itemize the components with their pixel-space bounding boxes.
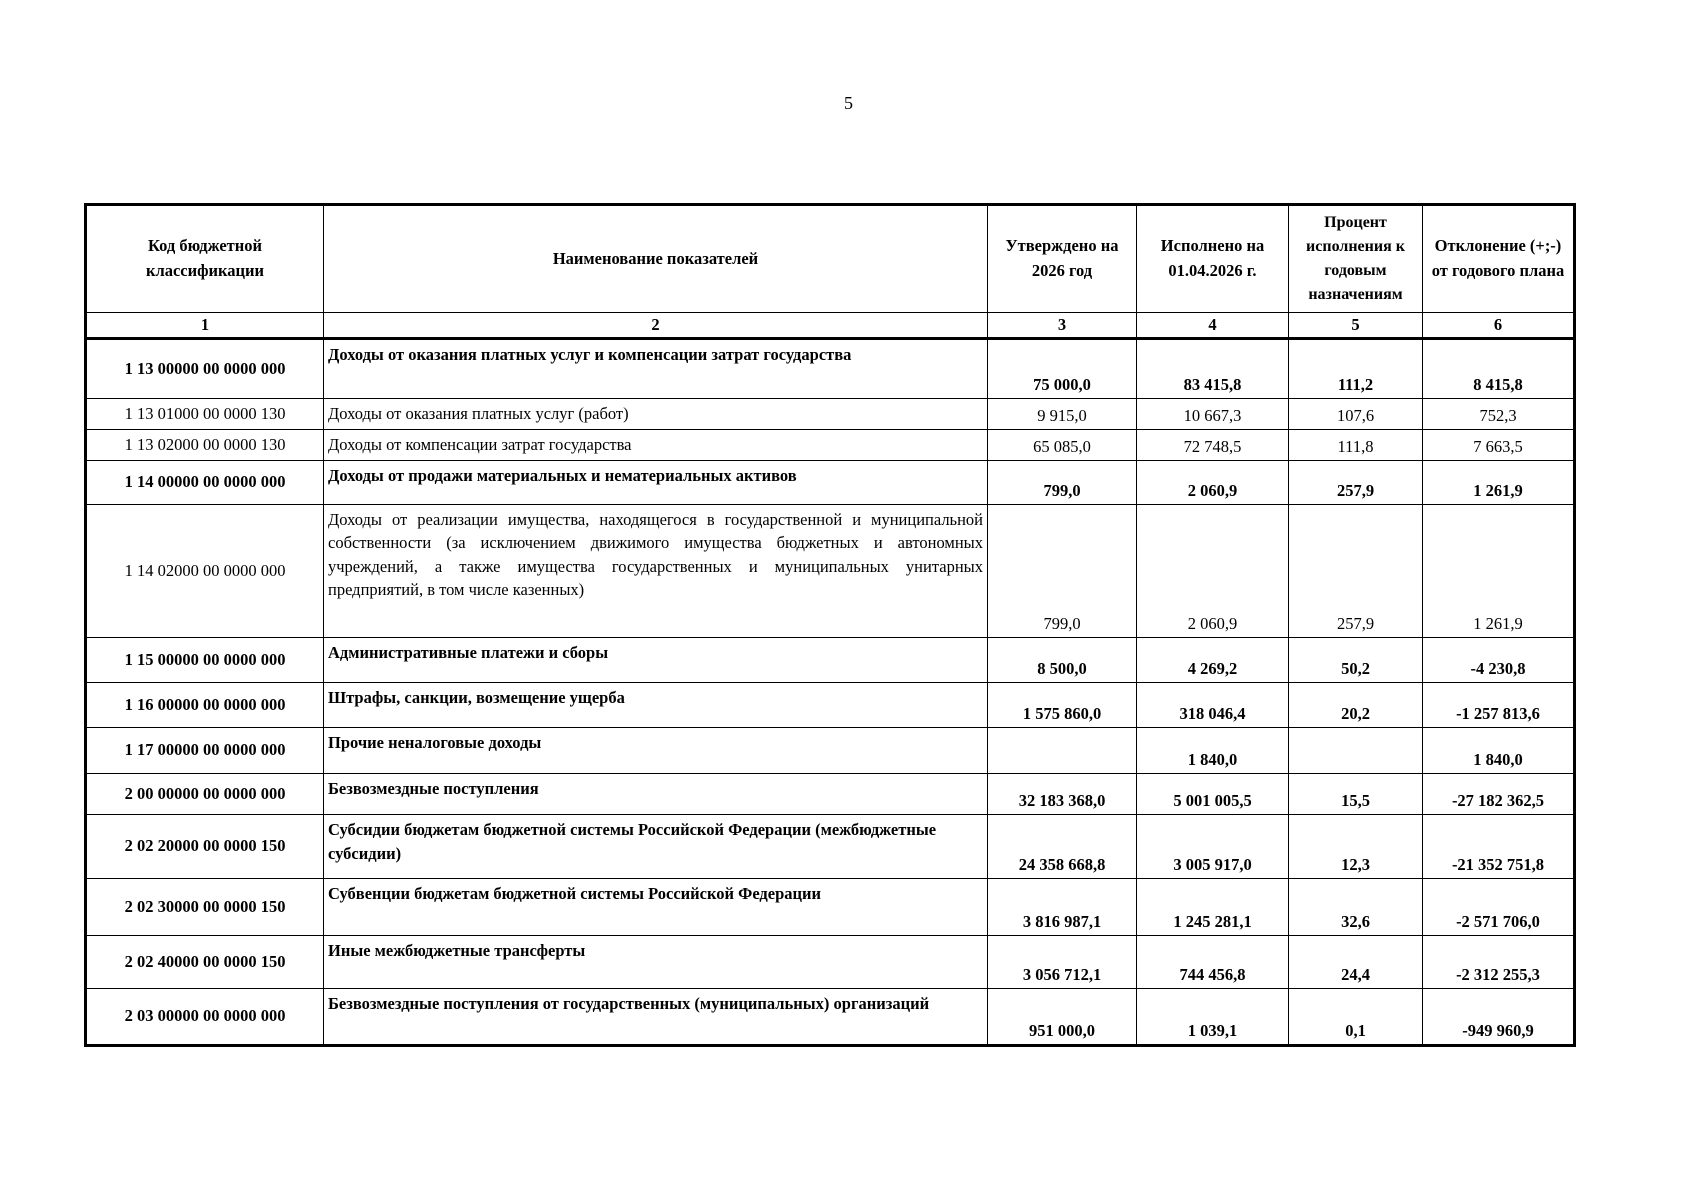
table-row <box>86 429 1575 460</box>
cell-code: 2 03 00000 00 0000 000 <box>86 988 324 1045</box>
cell-deviation: -2 571 706,0 <box>1423 878 1575 935</box>
table-row <box>86 727 1575 773</box>
cell-percent: 111,2 <box>1289 338 1423 398</box>
cell-approved: 799,0 <box>988 460 1137 504</box>
cell-code: 1 14 02000 00 0000 000 <box>86 504 324 637</box>
cell-approved: 65 085,0 <box>988 429 1137 460</box>
cell-percent: 15,5 <box>1289 773 1423 814</box>
cell-code: 1 13 00000 00 0000 000 <box>86 338 324 398</box>
cell-executed: 1 245 281,1 <box>1137 878 1289 935</box>
cell-percent: 111,8 <box>1289 429 1423 460</box>
cell-name: Доходы от продажи материальных и нематериальных активов <box>324 460 988 504</box>
cell-name: Доходы от компенсации затрат государства <box>324 429 988 460</box>
cell-executed: 72 748,5 <box>1137 429 1289 460</box>
cell-deviation: 7 663,5 <box>1423 429 1575 460</box>
cell-name: Доходы от оказания платных услуг и компенсации затрат государства <box>324 338 988 398</box>
table-row <box>86 504 1575 637</box>
cell-executed: 83 415,8 <box>1137 338 1289 398</box>
column-number: 1 <box>86 313 324 339</box>
cell-deviation: -1 257 813,6 <box>1423 682 1575 727</box>
page-number: 5 <box>844 93 853 113</box>
header-deviation: Отклонение (+;-) от годового плана <box>1423 205 1575 313</box>
cell-name: Безвозмездные поступления от государственных (муниципальных) организаций <box>324 988 988 1045</box>
column-number-row <box>86 313 1575 339</box>
cell-deviation: -4 230,8 <box>1423 637 1575 682</box>
cell-code: 2 02 30000 00 0000 150 <box>86 878 324 935</box>
cell-executed: 318 046,4 <box>1137 682 1289 727</box>
table-row <box>86 398 1575 429</box>
cell-executed: 4 269,2 <box>1137 637 1289 682</box>
cell-deviation: -21 352 751,8 <box>1423 814 1575 878</box>
cell-approved <box>988 727 1137 773</box>
table-row <box>86 460 1575 504</box>
cell-percent: 32,6 <box>1289 878 1423 935</box>
cell-deviation: 8 415,8 <box>1423 338 1575 398</box>
cell-deviation: 1 261,9 <box>1423 460 1575 504</box>
column-number: 3 <box>988 313 1137 339</box>
cell-name: Иные межбюджетные трансферты <box>324 935 988 988</box>
cell-approved: 9 915,0 <box>988 398 1137 429</box>
cell-executed: 5 001 005,5 <box>1137 773 1289 814</box>
cell-percent: 12,3 <box>1289 814 1423 878</box>
cell-executed: 10 667,3 <box>1137 398 1289 429</box>
cell-code: 1 15 00000 00 0000 000 <box>86 637 324 682</box>
cell-percent: 24,4 <box>1289 935 1423 988</box>
column-number: 4 <box>1137 313 1289 339</box>
cell-deviation: -949 960,9 <box>1423 988 1575 1045</box>
cell-percent: 0,1 <box>1289 988 1423 1045</box>
cell-name: Субвенции бюджетам бюджетной системы Российской Федерации <box>324 878 988 935</box>
cell-code: 2 02 20000 00 0000 150 <box>86 814 324 878</box>
cell-name: Административные платежи и сборы <box>324 637 988 682</box>
table-row <box>86 682 1575 727</box>
cell-executed: 2 060,9 <box>1137 460 1289 504</box>
cell-code: 1 14 00000 00 0000 000 <box>86 460 324 504</box>
cell-percent: 20,2 <box>1289 682 1423 727</box>
cell-approved: 3 816 987,1 <box>988 878 1137 935</box>
cell-percent: 257,9 <box>1289 460 1423 504</box>
cell-deviation: 752,3 <box>1423 398 1575 429</box>
table-row <box>86 773 1575 814</box>
cell-name: Доходы от реализации имущества, находящегося в государственной и муниципальной собственности (за исключением движимого имущества бюджетных и автономных учреждений, а также имущества государственных и муниципальных унитарных предприятий, в том числе казенных) <box>324 504 988 637</box>
cell-approved: 8 500,0 <box>988 637 1137 682</box>
cell-executed: 2 060,9 <box>1137 504 1289 637</box>
table-row <box>86 637 1575 682</box>
budget-execution-table <box>84 203 1576 1047</box>
cell-deviation: 1 840,0 <box>1423 727 1575 773</box>
header-percent: Процент исполнения к годовым назначениям <box>1289 205 1423 313</box>
cell-name: Прочие неналоговые доходы <box>324 727 988 773</box>
table-row <box>86 988 1575 1045</box>
cell-code: 1 13 02000 00 0000 130 <box>86 429 324 460</box>
cell-approved: 3 056 712,1 <box>988 935 1137 988</box>
cell-code: 1 13 01000 00 0000 130 <box>86 398 324 429</box>
column-number: 5 <box>1289 313 1423 339</box>
cell-code: 2 00 00000 00 0000 000 <box>86 773 324 814</box>
cell-percent: 50,2 <box>1289 637 1423 682</box>
table-row <box>86 878 1575 935</box>
cell-executed: 1 039,1 <box>1137 988 1289 1045</box>
cell-percent <box>1289 727 1423 773</box>
cell-approved: 24 358 668,8 <box>988 814 1137 878</box>
table-row <box>86 935 1575 988</box>
header-approved: Утверждено на 2026 год <box>988 205 1137 313</box>
cell-approved: 1 575 860,0 <box>988 682 1137 727</box>
cell-code: 2 02 40000 00 0000 150 <box>86 935 324 988</box>
cell-executed: 744 456,8 <box>1137 935 1289 988</box>
cell-executed: 3 005 917,0 <box>1137 814 1289 878</box>
table-row <box>86 338 1575 398</box>
cell-percent: 257,9 <box>1289 504 1423 637</box>
column-number: 6 <box>1423 313 1575 339</box>
cell-deviation: 1 261,9 <box>1423 504 1575 637</box>
cell-name: Штрафы, санкции, возмещение ущерба <box>324 682 988 727</box>
cell-approved: 799,0 <box>988 504 1137 637</box>
cell-approved: 951 000,0 <box>988 988 1137 1045</box>
cell-name: Субсидии бюджетам бюджетной системы Российской Федерации (межбюджетные субсидии) <box>324 814 988 878</box>
table-header-row <box>86 205 1575 313</box>
cell-name: Безвозмездные поступления <box>324 773 988 814</box>
cell-deviation: -27 182 362,5 <box>1423 773 1575 814</box>
header-code: Код бюджетной классификации <box>86 205 324 313</box>
cell-code: 1 16 00000 00 0000 000 <box>86 682 324 727</box>
cell-deviation: -2 312 255,3 <box>1423 935 1575 988</box>
header-executed: Исполнено на 01.04.2026 г. <box>1137 205 1289 313</box>
cell-percent: 107,6 <box>1289 398 1423 429</box>
cell-executed: 1 840,0 <box>1137 727 1289 773</box>
column-number: 2 <box>324 313 988 339</box>
cell-name: Доходы от оказания платных услуг (работ) <box>324 398 988 429</box>
table-row <box>86 814 1575 878</box>
cell-code: 1 17 00000 00 0000 000 <box>86 727 324 773</box>
cell-approved: 32 183 368,0 <box>988 773 1137 814</box>
header-name: Наименование показателей <box>324 205 988 313</box>
cell-approved: 75 000,0 <box>988 338 1137 398</box>
